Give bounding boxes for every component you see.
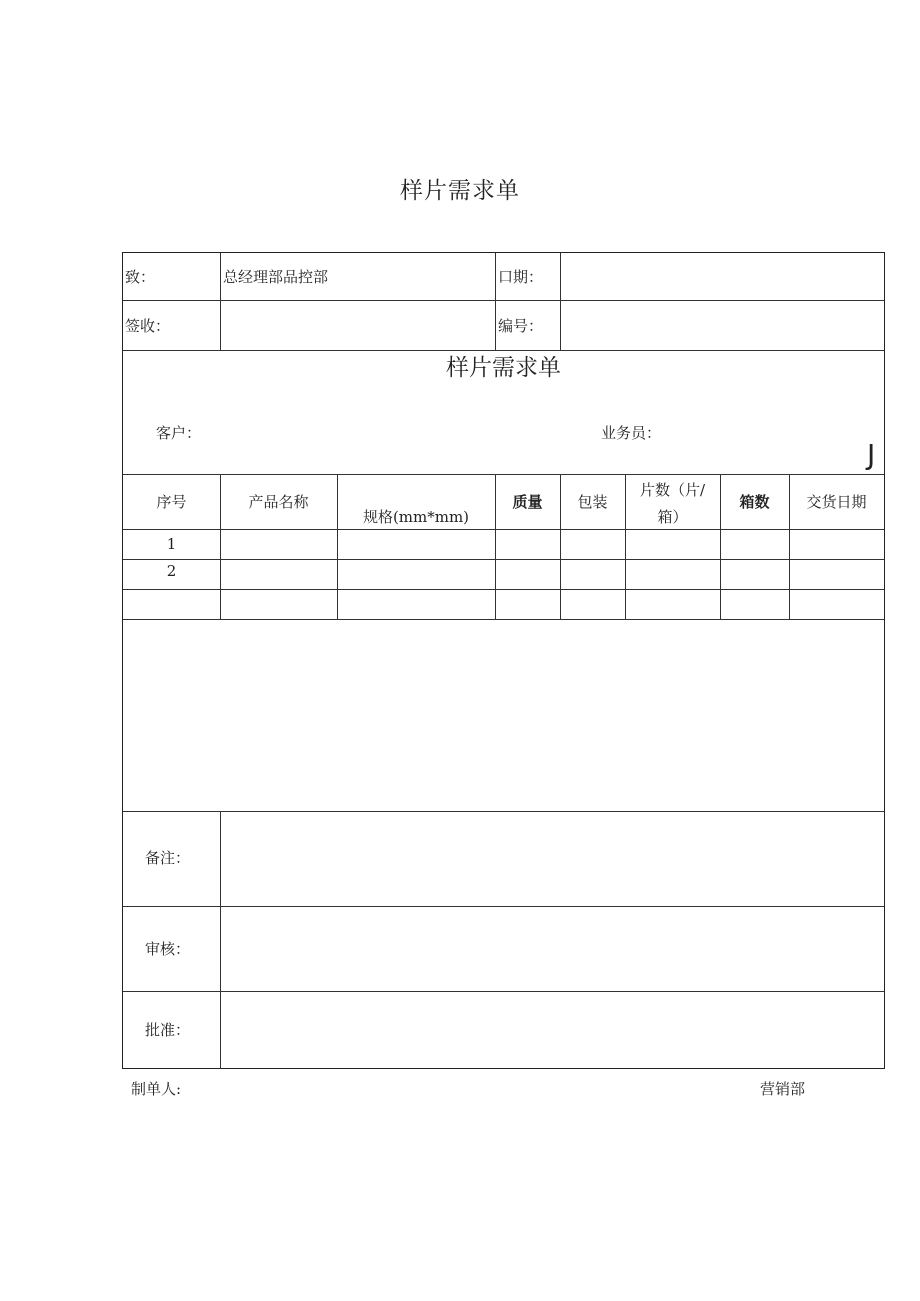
inner-title: 样片需求单: [446, 355, 561, 381]
row-divider: [123, 300, 884, 301]
col-header-delivery-date: 交货日期: [806, 493, 867, 511]
salesperson-label: 业务员：: [601, 424, 662, 442]
row-divider: [123, 474, 884, 475]
col-header-pieces-line1: 片数（片/: [639, 481, 706, 499]
row-divider: [123, 529, 884, 530]
col-header-packing: 包装: [577, 493, 608, 511]
row-divider: [123, 991, 884, 992]
col-header-boxes: 箱数: [739, 493, 770, 511]
col-header-spec-text: 规格(mm*mm): [362, 508, 470, 526]
document-title: 样片需求单: [400, 178, 520, 204]
corner-mark: J: [867, 438, 876, 471]
date-label: 口期：: [498, 268, 544, 286]
number-label: 编号：: [498, 317, 544, 335]
row-divider: [123, 619, 884, 620]
col-header-index: 序号: [156, 493, 187, 511]
to-label: 致：: [125, 268, 156, 286]
col-divider: [495, 253, 496, 350]
row-divider: [123, 350, 884, 351]
maker-label: 制单人:: [131, 1080, 182, 1098]
to-value: 总经理部品控部: [223, 268, 329, 286]
department-label: 营销部: [760, 1080, 806, 1098]
col-divider: [337, 474, 338, 619]
row-index-1: 1: [166, 535, 177, 553]
remarks-label: 备注：: [145, 849, 191, 867]
col-divider: [560, 253, 561, 350]
row-index-2: 2: [166, 562, 177, 580]
customer-label: 客户：: [156, 424, 202, 442]
row-divider: [123, 589, 884, 590]
col-header-product: 产品名称: [248, 493, 309, 511]
approve-label: 批准：: [145, 1021, 191, 1039]
row-divider: [123, 559, 884, 560]
review-label: 审核：: [145, 940, 191, 958]
row-divider: [123, 811, 884, 812]
sign-label: 签收：: [125, 317, 171, 335]
col-divider: [220, 811, 221, 1069]
col-header-quality: 质量: [512, 493, 543, 511]
col-header-spec: [337, 510, 495, 525]
row-divider: [123, 906, 884, 907]
col-header-pieces-line2: 箱）: [657, 508, 688, 526]
col-divider: [220, 253, 221, 350]
form-frame: [122, 252, 885, 1069]
